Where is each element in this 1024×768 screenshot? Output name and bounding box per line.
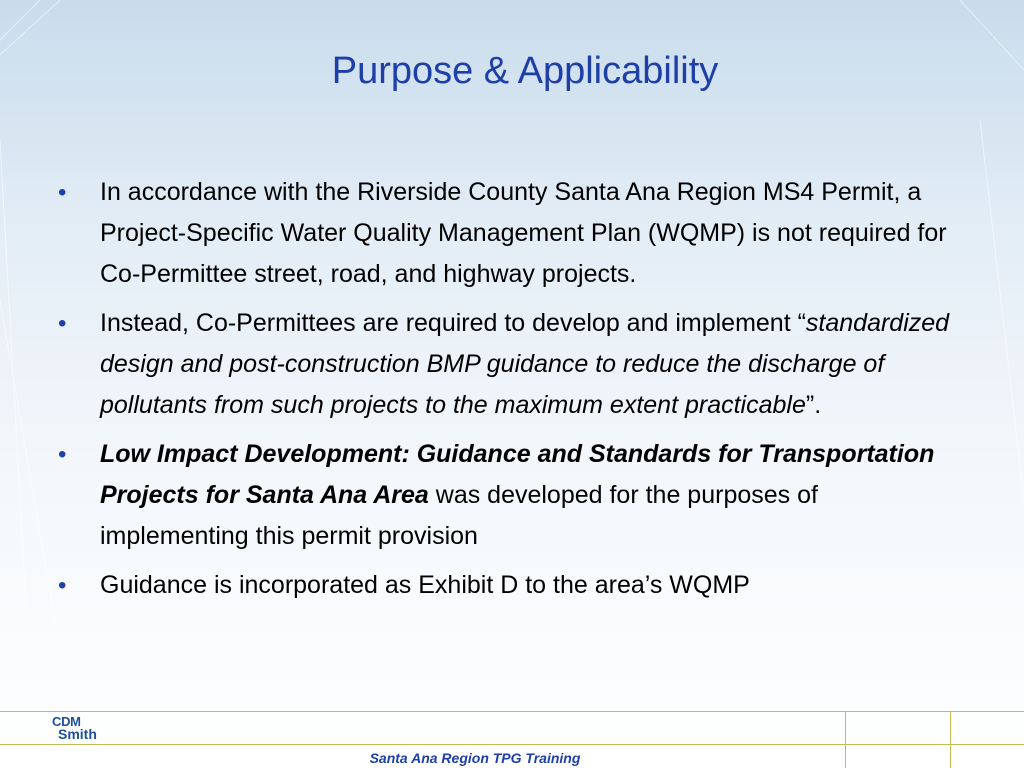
bullet-item <box>58 303 958 426</box>
bullet-item <box>58 172 958 295</box>
bullet-list <box>58 172 958 614</box>
slide-title: Purpose & Applicability <box>331 50 719 92</box>
bullet-icon: • <box>58 441 67 468</box>
bullet-text: In accordance with the Riverside County Santa Ana Region MS4 Permit, a Project-Specific Water Quality Management Plan (WQMP) is not required for Co-Permittee street, road, and highway projects. <box>100 178 947 288</box>
bullet-item <box>58 565 958 606</box>
bullet-icon: • <box>58 310 67 337</box>
bullet-item <box>58 434 958 557</box>
bullet-text-pre: Instead, Co-Permittees are required to develop and implement “ <box>100 309 806 337</box>
logo-line-2: Smith <box>58 726 97 742</box>
footer-divider <box>950 711 951 768</box>
cdm-smith-logo <box>52 716 112 744</box>
footer-divider <box>0 744 1024 745</box>
bullet-text-post: ”. <box>805 391 822 419</box>
bullet-text: Guidance is incorporated as Exhibit D to the area’s WQMP <box>100 571 750 599</box>
bullet-icon: • <box>58 572 67 599</box>
bullet-text-emphasis: standardized design and post-construction BMP guidance to reduce the discharge of pollutants from such projects to the maximum extent practicable <box>100 309 950 419</box>
bullet-text-post: was developed for the purposes of implementing this permit provision <box>100 481 818 550</box>
logo-line-1: CDM <box>52 714 81 729</box>
bullet-text-strong: Low Impact Development: Guidance and Standards for Transportation Projects for Santa Ana Area <box>100 440 935 509</box>
footer-divider <box>0 711 1024 712</box>
footer-caption: Santa Ana Region TPG Training <box>369 750 581 766</box>
bullet-icon: • <box>58 179 67 206</box>
